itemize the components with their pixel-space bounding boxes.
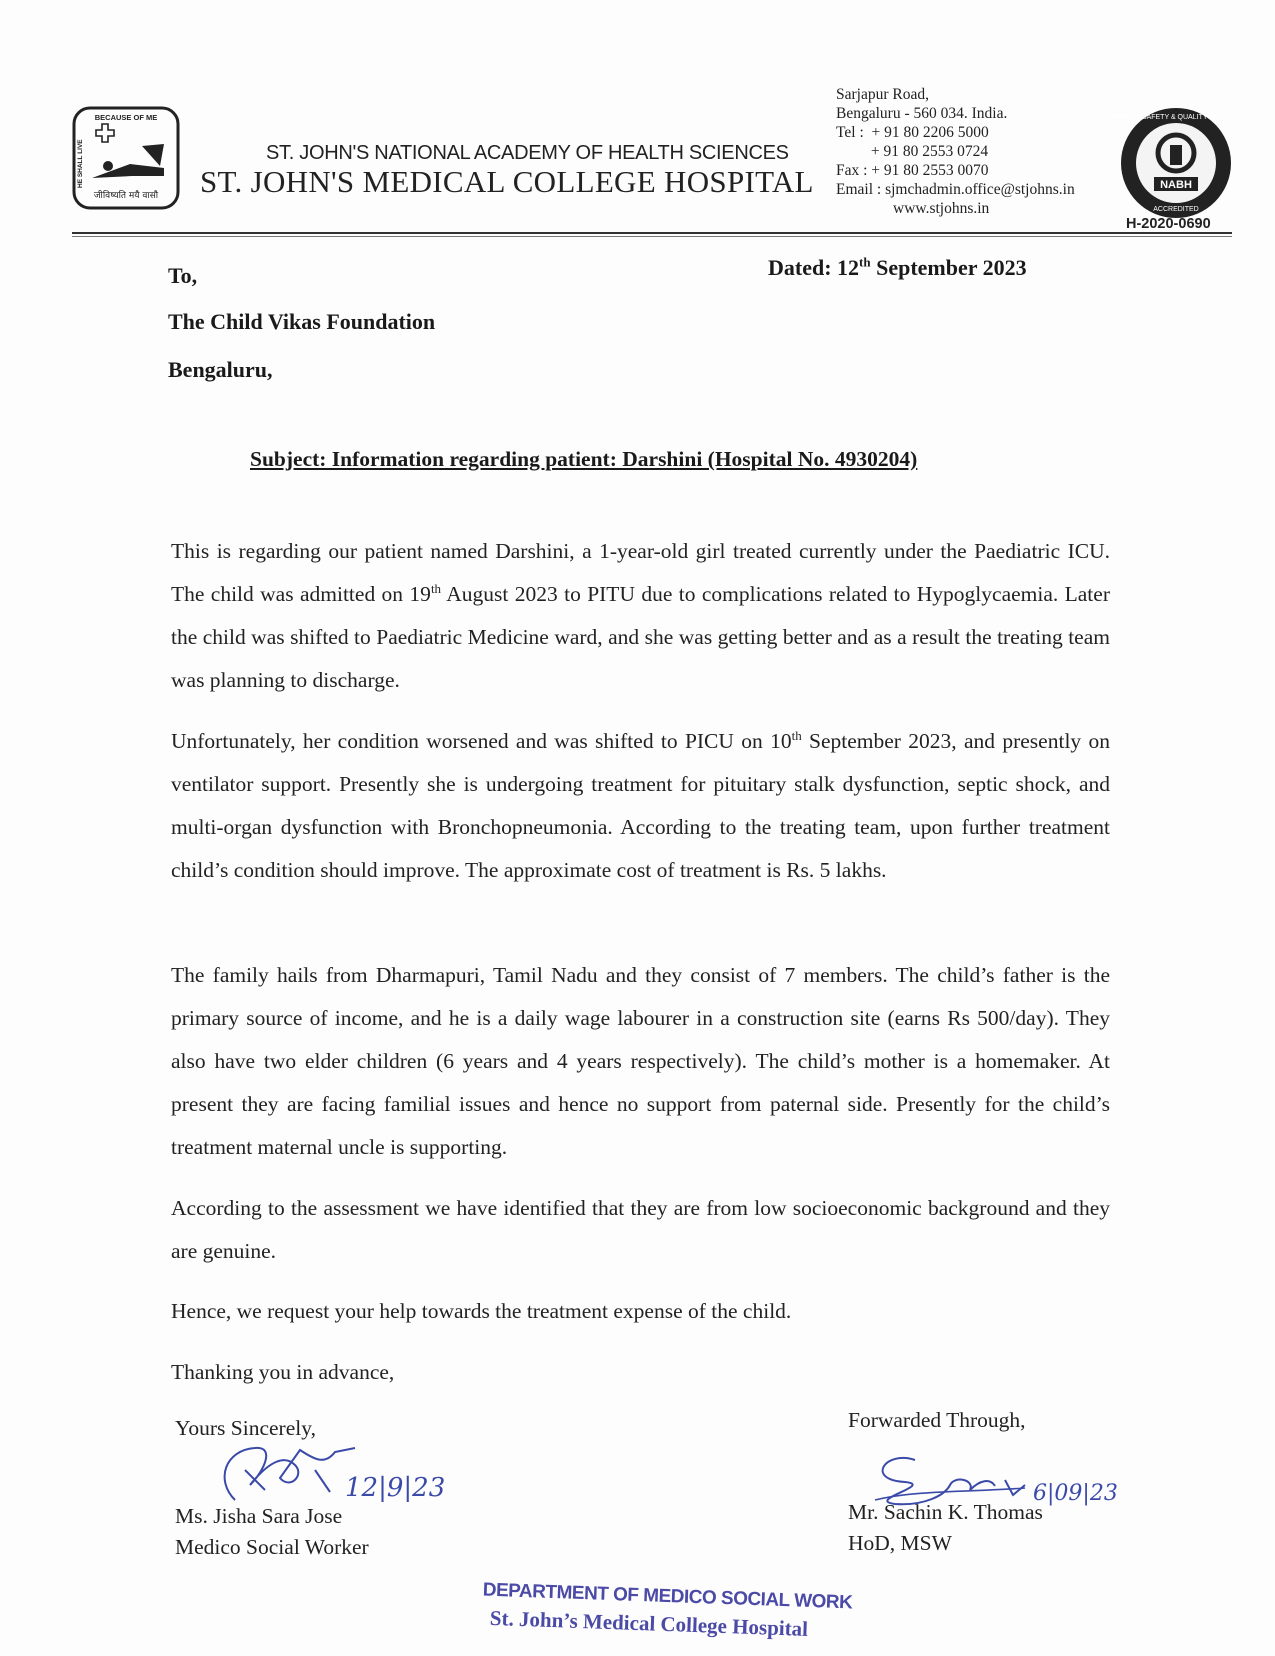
fax-line: Fax : + 91 80 2553 0070	[836, 162, 989, 179]
header-divider	[72, 232, 1232, 234]
body-paragraph-5: Hence, we request your help towards the treatment expense of the child.	[171, 1299, 792, 1323]
signer-left-name: Ms. Jisha Sara Jose	[175, 1504, 343, 1528]
tel-line-2: + 91 80 2553 0724	[836, 143, 989, 160]
to-label: To,	[168, 263, 198, 288]
svg-text:PATIENT SAFETY & QUALITY OF CA: PATIENT SAFETY & QUALITY OF CARE	[1111, 114, 1241, 121]
nabh-code: H-2020-0690	[1126, 216, 1211, 232]
website-line: www.stjohns.in	[893, 200, 990, 217]
body-paragraph-3: The family hails from Dharmapuri, Tamil Nadu and they consist of 7 members. The child’s father is the primary source of income, and he is a daily wage labourer in a construction site (earns Rs 500/day). They also have two elder children (6 years and 4 years respectively). The child’s mother is a homemaker. At present they are facing familial issues and hence no support from paternal side. Presently for the child’s treatment maternal uncle is supporting.	[171, 963, 1110, 1159]
email-line: Email : sjmchadmin.office@stjohns.in	[836, 181, 1075, 198]
closing-forwarded-through: Forwarded Through,	[848, 1408, 1026, 1432]
recipient-city: Bengaluru,	[168, 357, 273, 382]
stamp-line-2: St. John’s Medical College Hospital	[489, 1605, 809, 1641]
signer-right-role: HoD, MSW	[848, 1531, 952, 1555]
hospital-name: ST. JOHN'S MEDICAL COLLEGE HOSPITAL	[200, 164, 814, 199]
signer-left-role: Medico Social Worker	[175, 1535, 369, 1559]
subject-line: Subject: Information regarding patient: Darshini (Hospital No. 4930204)	[250, 447, 918, 471]
svg-text:NABH: NABH	[1160, 179, 1192, 191]
address-line-1: Sarjapur Road,	[836, 86, 929, 103]
header-divider-thin	[72, 236, 1232, 237]
body-paragraph-1: This is regarding our patient named Darshini, a 1-year-old girl treated currently under the Paediatric ICU. The child was admitted on 19th August 2023 to PITU due to complications related to Hypoglycaemia. Later the child was shifted to Paediatric Medicine ward, and she was getting better and as a result the treating team was planning to discharge.	[171, 539, 1110, 692]
closing-yours-sincerely: Yours Sincerely,	[175, 1416, 316, 1440]
academy-name: ST. JOHN'S NATIONAL ACADEMY OF HEALTH SCIENCES	[266, 142, 789, 164]
svg-text:12|9|23: 12|9|23	[345, 1473, 446, 1503]
address-line-2: Bengaluru - 560 034. India.	[836, 105, 1008, 122]
tel-line-1: Tel : + 91 80 2206 5000	[836, 124, 989, 141]
signer-right-name: Mr. Sachin K. Thomas	[848, 1500, 1043, 1524]
hospital-logo-icon	[72, 106, 180, 210]
department-stamp	[481, 1580, 853, 1656]
nabh-seal-icon	[1111, 105, 1241, 221]
svg-text:ACCREDITED: ACCREDITED	[1153, 206, 1199, 213]
svg-text:6|09|23: 6|09|23	[1033, 1481, 1118, 1506]
body-paragraph-2: Unfortunately, her condition worsened and was shifted to PICU on 10th September 2023, and presently on ventilator support. Presently she is undergoing treatment for pituitary stalk dysfunction, septic shock, and multi-organ dysfunction with Bronchopneumonia. According to the treating team, upon further treatment child’s condition should improve. The approximate cost of treatment is Rs. 5 lakhs.	[171, 727, 1110, 882]
svg-text:HE SHALL LIVE: HE SHALL LIVE	[77, 139, 84, 188]
recipient-name: The Child Vikas Foundation	[168, 309, 436, 334]
stamp-line-1: DEPARTMENT OF MEDICO SOCIAL WORK	[482, 1579, 853, 1614]
body-paragraph-4: According to the assessment we have identified that they are from low socioeconomic background and they are genuine.	[171, 1196, 1110, 1263]
svg-text:जीविष्यति मयै वासौ: जीविष्यति मयै वासौ	[93, 191, 159, 201]
signature-left-icon	[205, 1430, 455, 1510]
letter-date: Dated: 12th September 2023	[768, 254, 1027, 280]
svg-text:BECAUSE OF ME: BECAUSE OF ME	[94, 113, 158, 122]
body-paragraph-6: Thanking you in advance,	[171, 1360, 395, 1384]
